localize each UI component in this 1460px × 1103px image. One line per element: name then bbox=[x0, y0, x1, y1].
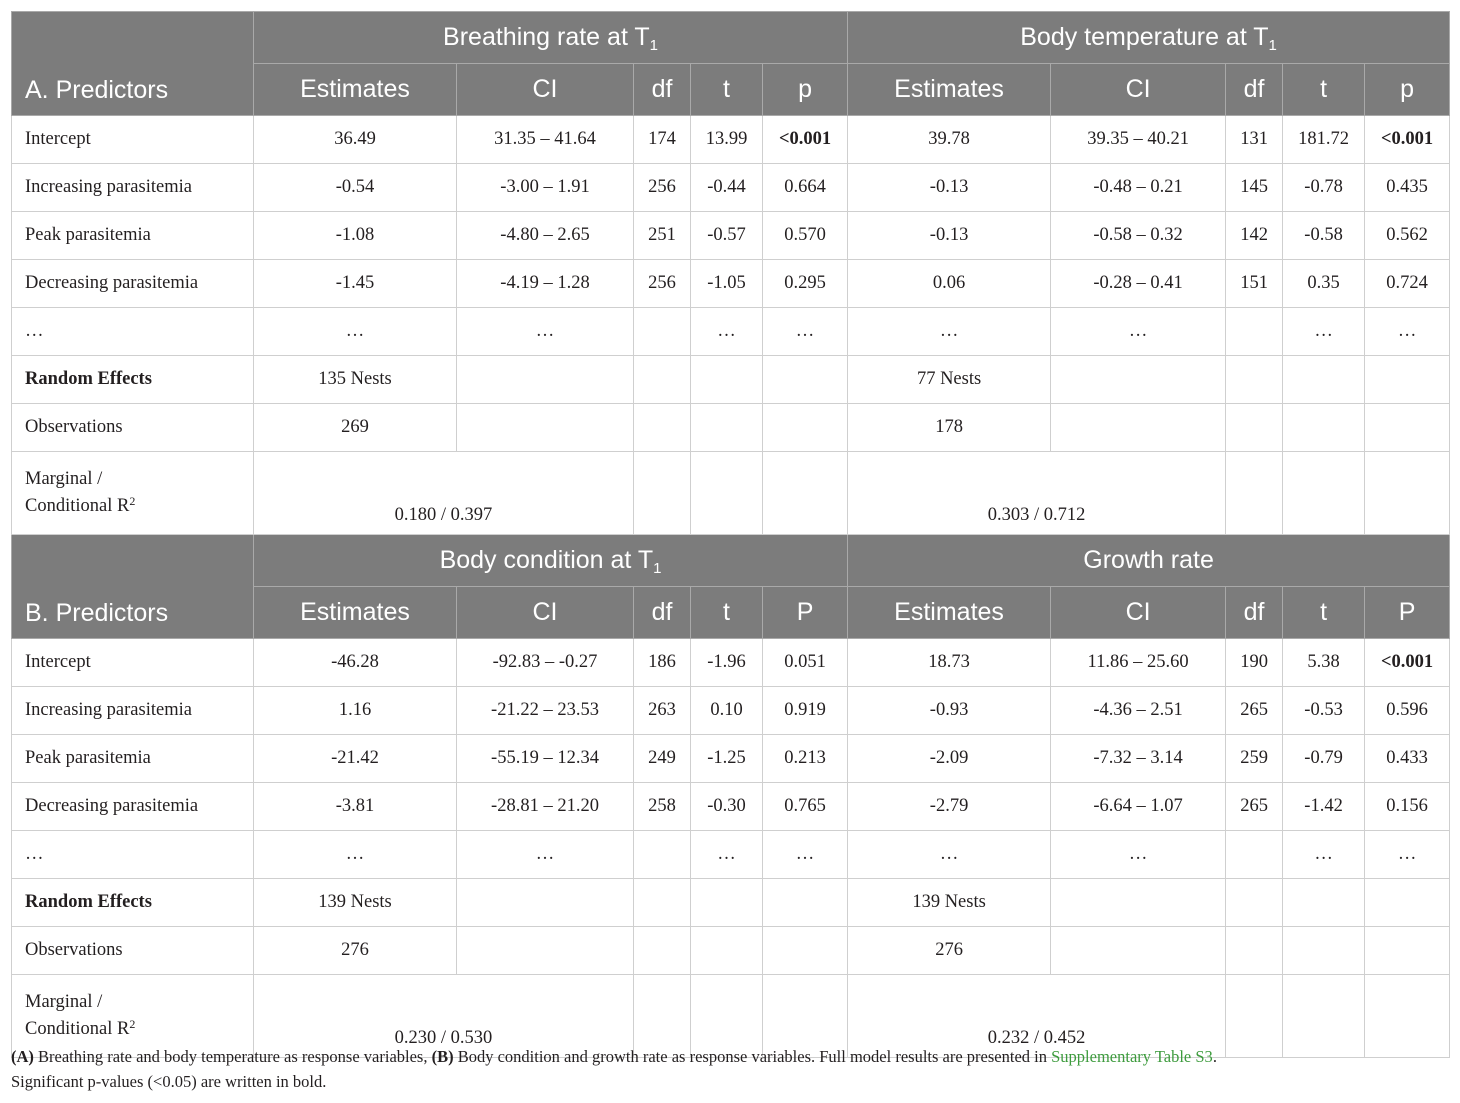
row-label: Increasing parasitemia bbox=[12, 687, 254, 735]
panel-b-predictors-label: B. Predictors bbox=[12, 535, 254, 639]
results-table-container bbox=[11, 11, 1449, 1058]
row-label: Peak parasitemia bbox=[12, 735, 254, 783]
table-cell: -0.28 – 0.41 bbox=[1051, 260, 1226, 308]
table-cell: 11.86 – 25.60 bbox=[1051, 639, 1226, 687]
row-label: … bbox=[12, 831, 254, 879]
table-cell: 265 bbox=[1226, 687, 1283, 735]
table-cell: 18.73 bbox=[848, 639, 1051, 687]
observations-value: 178 bbox=[848, 404, 1051, 452]
table-cell: -46.28 bbox=[254, 639, 457, 687]
table-cell: … bbox=[691, 308, 763, 356]
table-row bbox=[12, 164, 1450, 212]
random-effects-label: Random Effects bbox=[12, 356, 254, 404]
column-header: df bbox=[1226, 64, 1283, 116]
table-cell: -0.58 bbox=[1283, 212, 1365, 260]
table-cell: 265 bbox=[1226, 783, 1283, 831]
table-cell: -21.22 – 23.53 bbox=[457, 687, 634, 735]
panel-a-r2-row bbox=[12, 452, 1450, 535]
table-cell: -3.81 bbox=[254, 783, 457, 831]
table-cell: 0.562 bbox=[1365, 212, 1450, 260]
table-cell bbox=[634, 308, 691, 356]
r2-value: 0.230 / 0.530 bbox=[254, 975, 634, 1058]
table-row bbox=[12, 308, 1450, 356]
column-header: Estimates bbox=[848, 587, 1051, 639]
footnote-end: . bbox=[1212, 1047, 1217, 1066]
random-effects-label: Random Effects bbox=[12, 879, 254, 927]
table-cell: 0.435 bbox=[1365, 164, 1450, 212]
table-cell: 181.72 bbox=[1283, 116, 1365, 164]
table-cell: -6.64 – 1.07 bbox=[1051, 783, 1226, 831]
table-cell: -1.96 bbox=[691, 639, 763, 687]
table-cell: … bbox=[848, 308, 1051, 356]
r2-value: 0.232 / 0.452 bbox=[848, 975, 1226, 1058]
table-cell: -0.30 bbox=[691, 783, 763, 831]
observations-label: Observations bbox=[12, 404, 254, 452]
table-row bbox=[12, 831, 1450, 879]
r2-value: 0.180 / 0.397 bbox=[254, 452, 634, 535]
table-cell: 258 bbox=[634, 783, 691, 831]
table-cell: -0.78 bbox=[1283, 164, 1365, 212]
observations-value: 269 bbox=[254, 404, 457, 452]
table-cell: 263 bbox=[634, 687, 691, 735]
table-cell: -0.44 bbox=[691, 164, 763, 212]
table-cell: … bbox=[763, 308, 848, 356]
table-cell: … bbox=[1365, 308, 1450, 356]
supplementary-table-link[interactable]: Supplementary Table S3 bbox=[1051, 1047, 1213, 1066]
table-cell: -0.13 bbox=[848, 164, 1051, 212]
table-cell: … bbox=[1051, 308, 1226, 356]
table-cell: <0.001 bbox=[1365, 116, 1450, 164]
column-header: CI bbox=[457, 64, 634, 116]
table-cell: 13.99 bbox=[691, 116, 763, 164]
table-cell: -3.00 – 1.91 bbox=[457, 164, 634, 212]
column-header: P bbox=[763, 587, 848, 639]
table-cell: 251 bbox=[634, 212, 691, 260]
column-header: df bbox=[634, 64, 691, 116]
table-cell: -0.79 bbox=[1283, 735, 1365, 783]
column-header: p bbox=[763, 64, 848, 116]
row-label: Intercept bbox=[12, 116, 254, 164]
observations-label: Observations bbox=[12, 927, 254, 975]
table-row bbox=[12, 260, 1450, 308]
table-row bbox=[12, 735, 1450, 783]
table-row bbox=[12, 687, 1450, 735]
panel-a-group-header-row bbox=[12, 12, 1450, 64]
table-row bbox=[12, 783, 1450, 831]
table-cell: 39.35 – 40.21 bbox=[1051, 116, 1226, 164]
table-cell: -2.09 bbox=[848, 735, 1051, 783]
row-label: Decreasing parasitemia bbox=[12, 783, 254, 831]
column-header: df bbox=[634, 587, 691, 639]
results-table bbox=[11, 11, 1450, 1058]
row-label: Peak parasitemia bbox=[12, 212, 254, 260]
table-cell: -4.80 – 2.65 bbox=[457, 212, 634, 260]
table-cell: … bbox=[1283, 308, 1365, 356]
table-cell: 0.664 bbox=[763, 164, 848, 212]
table-cell: 249 bbox=[634, 735, 691, 783]
column-header: Estimates bbox=[254, 587, 457, 639]
table-cell: -4.36 – 2.51 bbox=[1051, 687, 1226, 735]
random-effects-value: 139 Nests bbox=[254, 879, 457, 927]
table-cell: … bbox=[1051, 831, 1226, 879]
table-cell: 0.919 bbox=[763, 687, 848, 735]
random-effects-value: 139 Nests bbox=[848, 879, 1051, 927]
panel-b-rows bbox=[12, 639, 1450, 879]
table-cell: 0.10 bbox=[691, 687, 763, 735]
column-header: CI bbox=[457, 587, 634, 639]
table-cell: 0.156 bbox=[1365, 783, 1450, 831]
row-label: … bbox=[12, 308, 254, 356]
panel-b-observations-row bbox=[12, 927, 1450, 975]
table-cell: 190 bbox=[1226, 639, 1283, 687]
table-cell: 142 bbox=[1226, 212, 1283, 260]
table-cell: … bbox=[254, 831, 457, 879]
panel-a-group1-title: Breathing rate at $T_1$ bbox=[254, 12, 848, 64]
row-label: Decreasing parasitemia bbox=[12, 260, 254, 308]
table-cell: 186 bbox=[634, 639, 691, 687]
table-cell: -1.42 bbox=[1283, 783, 1365, 831]
table-row bbox=[12, 212, 1450, 260]
panel-b-random-effects-row bbox=[12, 879, 1450, 927]
table-cell: -0.54 bbox=[254, 164, 457, 212]
table-cell: -92.83 – -0.27 bbox=[457, 639, 634, 687]
table-cell: 39.78 bbox=[848, 116, 1051, 164]
table-footnote bbox=[11, 1044, 1451, 1094]
table-cell: -1.25 bbox=[691, 735, 763, 783]
table-cell: … bbox=[1365, 831, 1450, 879]
random-effects-value: 77 Nests bbox=[848, 356, 1051, 404]
panel-a-random-effects-row bbox=[12, 356, 1450, 404]
table-cell: 0.433 bbox=[1365, 735, 1450, 783]
table-cell: … bbox=[254, 308, 457, 356]
table-cell: 5.38 bbox=[1283, 639, 1365, 687]
r2-label: Marginal / Conditional $R^2$ bbox=[12, 452, 254, 535]
table-cell: 0.213 bbox=[763, 735, 848, 783]
r2-label: Marginal / Conditional $R^2$ bbox=[12, 975, 254, 1058]
table-cell: … bbox=[763, 831, 848, 879]
table-cell bbox=[1226, 831, 1283, 879]
table-row bbox=[12, 116, 1450, 164]
table-cell: -1.05 bbox=[691, 260, 763, 308]
panel-b-group2-title: Growth rate bbox=[848, 535, 1450, 587]
table-cell: -0.93 bbox=[848, 687, 1051, 735]
panel-b-group-header-row bbox=[12, 535, 1450, 587]
table-cell: … bbox=[457, 308, 634, 356]
column-header: CI bbox=[1051, 587, 1226, 639]
table-cell: … bbox=[1283, 831, 1365, 879]
column-header: P bbox=[1365, 587, 1450, 639]
column-header: t bbox=[1283, 587, 1365, 639]
table-cell: 256 bbox=[634, 260, 691, 308]
table-cell: -2.79 bbox=[848, 783, 1051, 831]
table-cell: -4.19 – 1.28 bbox=[457, 260, 634, 308]
observations-value: 276 bbox=[254, 927, 457, 975]
panel-a-group2-title: Body temperature at $T_1$ bbox=[848, 12, 1450, 64]
r2-value: 0.303 / 0.712 bbox=[848, 452, 1226, 535]
table-cell: … bbox=[691, 831, 763, 879]
observations-value: 276 bbox=[848, 927, 1051, 975]
table-cell: -0.57 bbox=[691, 212, 763, 260]
column-header: df bbox=[1226, 587, 1283, 639]
column-header: t bbox=[1283, 64, 1365, 116]
table-cell: 0.765 bbox=[763, 783, 848, 831]
table-cell: 0.051 bbox=[763, 639, 848, 687]
table-cell: 0.06 bbox=[848, 260, 1051, 308]
column-header: Estimates bbox=[848, 64, 1051, 116]
table-cell: -0.13 bbox=[848, 212, 1051, 260]
row-label: Increasing parasitemia bbox=[12, 164, 254, 212]
footnote-line2: Significant p-values (<0.05) are written in bold. bbox=[11, 1072, 327, 1091]
footnote-b-text: Body condition and growth rate as response variables. Full model results are presented in bbox=[453, 1047, 1052, 1066]
table-cell: 0.724 bbox=[1365, 260, 1450, 308]
column-header: CI bbox=[1051, 64, 1226, 116]
column-header: Estimates bbox=[254, 64, 457, 116]
table-cell: 36.49 bbox=[254, 116, 457, 164]
panel-b-group1-title: Body condition at $T_1$ bbox=[254, 535, 848, 587]
table-cell: 0.596 bbox=[1365, 687, 1450, 735]
table-cell: -0.58 – 0.32 bbox=[1051, 212, 1226, 260]
table-cell: -1.08 bbox=[254, 212, 457, 260]
table-cell: 174 bbox=[634, 116, 691, 164]
panel-a-predictors-label: A. Predictors bbox=[12, 12, 254, 116]
panel-a-rows bbox=[12, 116, 1450, 356]
table-cell: 0.35 bbox=[1283, 260, 1365, 308]
random-effects-value: 135 Nests bbox=[254, 356, 457, 404]
table-cell: <0.001 bbox=[763, 116, 848, 164]
table-cell: -55.19 – 12.34 bbox=[457, 735, 634, 783]
table-cell: … bbox=[457, 831, 634, 879]
footnote-a-text: Breathing rate and body temperature as response variables, bbox=[33, 1047, 432, 1066]
table-cell: 259 bbox=[1226, 735, 1283, 783]
table-cell: -0.53 bbox=[1283, 687, 1365, 735]
table-cell: 0.570 bbox=[763, 212, 848, 260]
table-cell: … bbox=[848, 831, 1051, 879]
table-cell bbox=[634, 831, 691, 879]
column-header: p bbox=[1365, 64, 1450, 116]
footnote-b-marker: (B) bbox=[431, 1047, 454, 1066]
table-cell: 151 bbox=[1226, 260, 1283, 308]
footnote-a-marker: (A) bbox=[11, 1047, 34, 1066]
table-cell: 31.35 – 41.64 bbox=[457, 116, 634, 164]
table-cell: -0.48 – 0.21 bbox=[1051, 164, 1226, 212]
table-cell: -1.45 bbox=[254, 260, 457, 308]
column-header: t bbox=[691, 587, 763, 639]
column-header: t bbox=[691, 64, 763, 116]
table-cell: 131 bbox=[1226, 116, 1283, 164]
table-cell: -21.42 bbox=[254, 735, 457, 783]
table-cell bbox=[1226, 308, 1283, 356]
row-label: Intercept bbox=[12, 639, 254, 687]
table-row bbox=[12, 639, 1450, 687]
table-cell: -7.32 – 3.14 bbox=[1051, 735, 1226, 783]
table-cell: <0.001 bbox=[1365, 639, 1450, 687]
panel-a-observations-row bbox=[12, 404, 1450, 452]
table-cell: 145 bbox=[1226, 164, 1283, 212]
table-cell: 256 bbox=[634, 164, 691, 212]
table-cell: 0.295 bbox=[763, 260, 848, 308]
table-cell: 1.16 bbox=[254, 687, 457, 735]
table-cell: -28.81 – 21.20 bbox=[457, 783, 634, 831]
